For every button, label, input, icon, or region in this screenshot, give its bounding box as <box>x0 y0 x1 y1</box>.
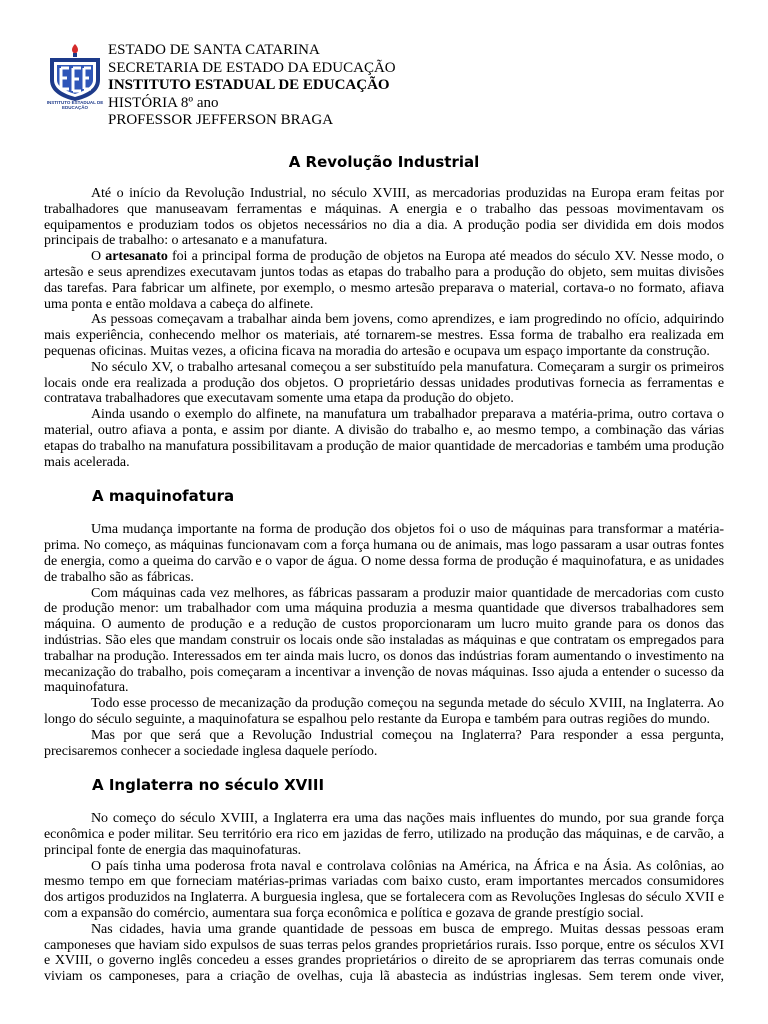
paragraph: Todo esse processo de mecanização da produção começou na segunda metade do século XVIII, na Inglaterra. Ao longo do século seguinte, a maquinofatura se espalhou pelo restante da Europa e também para outras regiões do mundo. <box>44 696 724 727</box>
paragraph: No começo do século XVIII, a Inglaterra era uma das nações mais influentes do mundo, por sua grande força econômica e poder militar. Seu território era rico em jazidas de ferro, utilizado na produção das máquinas, e de carvão, a principal fonte de energia das maquinofaturas. <box>44 811 724 858</box>
header-institute: INSTITUTO ESTADUAL DE EDUCAÇÃO <box>108 77 390 93</box>
section-heading: A Inglaterra no século XVIII <box>92 776 325 795</box>
school-emblem-icon <box>44 42 106 102</box>
paragraph: O país tinha uma poderosa frota naval e controlava colônias na América, na África e na Ásia. As colônias, ao mesmo tempo em que forneciam matérias-primas variadas com baixo custo, eram importantes mercados consumidores dos artigos produzidos na Inglaterra. A burguesia inglesa, que se fortalecera com as Revoluções Inglesas do século XVII e com a expansão do comércio, aumentara sua força econômica e política e gozava de grande prestígio social. <box>44 858 724 922</box>
logo-caption: INSTITUTO ESTADUAL DE EDUCAÇÃO <box>46 100 104 110</box>
paragraph: Ainda usando o exemplo do alfinete, na manufatura um trabalhador preparava a matéria-prima, outro cortava o material, outro afiava a ponta, e assim por diante. A divisão do trabalho e, ao mesmo tempo, a combinação das várias etapas do trabalho na manufatura possibilitavam a produção de maior quantidade de mercadorias e também uma produção mais acelerada. <box>44 407 724 470</box>
page-title: A Revolução Industrial <box>288 153 480 171</box>
section-heading: A maquinofatura <box>92 487 235 506</box>
paragraph: Até o início da Revolução Industrial, no século XVIII, as mercadorias produzidas na Europa eram feitas por trabalhadores que manuseavam ferramentas e máquinas. A energia e o trabalho das pessoas movimentavam os equipamentos e produziam todos os objetos necessários no dia a dia. A produção podia ser dividida em dois modos principais de trabalho: o artesanato e a manufatura. <box>44 186 724 249</box>
document-body <box>44 152 724 985</box>
document-header <box>44 42 724 132</box>
header-text <box>108 42 396 130</box>
school-logo <box>44 42 106 120</box>
paragraph: As pessoas começavam a trabalhar ainda bem jovens, como aprendizes, e iam progredindo no ofício, adquirindo mais experiência, conhecendo melhor os materiais, até tornarem-se mestres. Essa forma de trabalho era realizada em pequenas oficinas. Muitas vezes, a oficina ficava na moradia do artesão e ocupava um espaço importante da construção. <box>44 312 724 359</box>
header-subject: HISTÓRIA 8º ano <box>108 94 219 111</box>
paragraph: Mas por que será que a Revolução Industrial começou na Inglaterra? Para responder a essa pergunta, precisaremos conhecer a sociedade inglesa daquele período. <box>44 727 724 759</box>
bold-term-artesanato: artesanato <box>105 249 168 265</box>
header-secretariat: SECRETARIA DE ESTADO DA EDUCAÇÃO <box>108 59 396 76</box>
header-state: ESTADO DE SANTA CATARINA <box>108 42 320 58</box>
paragraph: Nas cidades, havia uma grande quantidade de pessoas em busca de emprego. Muitas dessas pessoas eram camponeses que haviam sido expulsos de suas terras pelos grandes proprietários rurais. Isso porque, entre os séculos XVI e XVIII, o governo inglês concedeu a esses grandes proprietários o direito de se apropriarem das terras comunais onde viviam os camponeses, para a criação de ovelhas, cuja lã abastecia as indústrias inglesas. Sem terem onde viver, <box>44 921 724 985</box>
paragraph: Uma mudança importante na forma de produção dos objetos foi o uso de máquinas para transformar a matéria-prima. No começo, as máquinas funcionavam com a força humana ou de animais, mas logo passaram a usar outras fontes de energia, como a queima do carvão e o vapor de água. O nome dessa forma de produção é maquinofatura, e as unidades de trabalho são as fábricas. <box>44 522 724 585</box>
paragraph: No século XV, o trabalho artesanal começou a ser substituído pela manufatura. Começaram a surgir os primeiros locais onde era realizada a produção dos objetos. O proprietário dessas unidades produtivas fornecia as ferramentas e contratava trabalhadores que executavam somente uma etapa da produção do objeto. <box>44 359 724 407</box>
header-teacher: PROFESSOR JEFFERSON BRAGA <box>108 112 334 128</box>
paragraph: O artesanato foi a principal forma de produção de objetos na Europa até meados do século XV. Nesse modo, o artesão e seus aprendizes executavam juntos todas as etapas do trabalho para a produção do objeto, sem muitas divisões das tarefas. Para fabricar um alfinete, por exemplo, o mesmo artesão preparava o material, cortava-o no formato, afiava uma ponta e então moldava a cabeça do alfinete. <box>44 249 724 312</box>
paragraph: Com máquinas cada vez melhores, as fábricas passaram a produzir maior quantidade de mercadorias com custo de produção menor: um trabalhador com uma máquina produzia a mesma quantidade que diversos trabalhadores sem máquina. O aumento de produção e a redução de custos proporcionaram um lucro muito grande para os donos das indústrias. São eles que mandam construir os locais onde são instaladas as máquinas e que contratam os empregados para trabalhar na produção. Interessados em ter ainda mais lucro, os donos das indústrias foram aumentando o investimento na mecanização do trabalho, pois começaram a incentivar a invenção de novas máquinas. Isso ajuda a entender o sucesso da maquinofatura. <box>44 585 724 696</box>
